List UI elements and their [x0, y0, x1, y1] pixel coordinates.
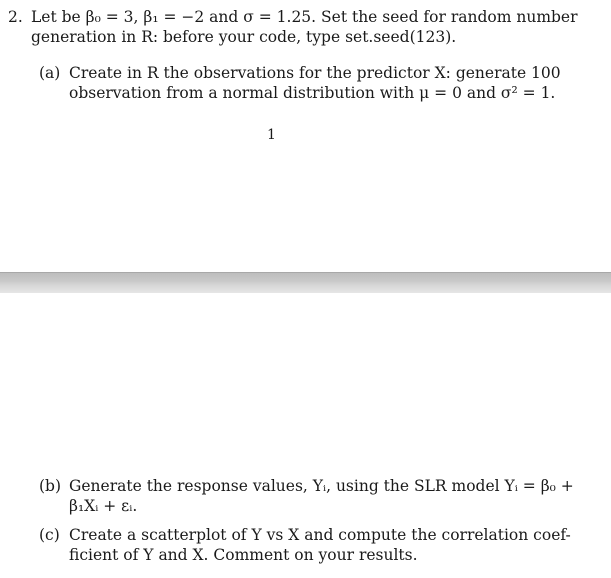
part-b-line-1: Generate the response values, Yᵢ, using the SLR model Yᵢ = β₀ +	[69, 477, 574, 495]
part-c-label: (c)	[39, 526, 60, 544]
part-b-line-2: β₁Xᵢ + εᵢ.	[69, 497, 138, 515]
part-a-label: (a)	[39, 64, 61, 82]
page-number: 1	[267, 127, 276, 143]
problem-text-line-1: Let be β₀ = 3, β₁ = −2 and σ = 1.25. Set the seed for random number	[31, 8, 578, 26]
page-bottom	[0, 292, 611, 578]
part-b-label: (b)	[39, 477, 62, 495]
part-c-line-1: Create a scatterplot of Y vs X and compute the correlation coef-	[69, 526, 571, 544]
part-a-line-1: Create in R the observations for the predictor X: generate 100	[69, 64, 561, 82]
page-separator	[0, 272, 611, 293]
part-a-line-2: observation from a normal distribution with μ = 0 and σ² = 1.	[69, 84, 556, 102]
problem-text-line-2: generation in R: before your code, type set.seed(123).	[31, 28, 457, 46]
page-top	[0, 0, 611, 272]
problem-number: 2.	[8, 8, 23, 26]
part-c-line-2: ficient of Y and X. Comment on your results.	[69, 546, 418, 564]
